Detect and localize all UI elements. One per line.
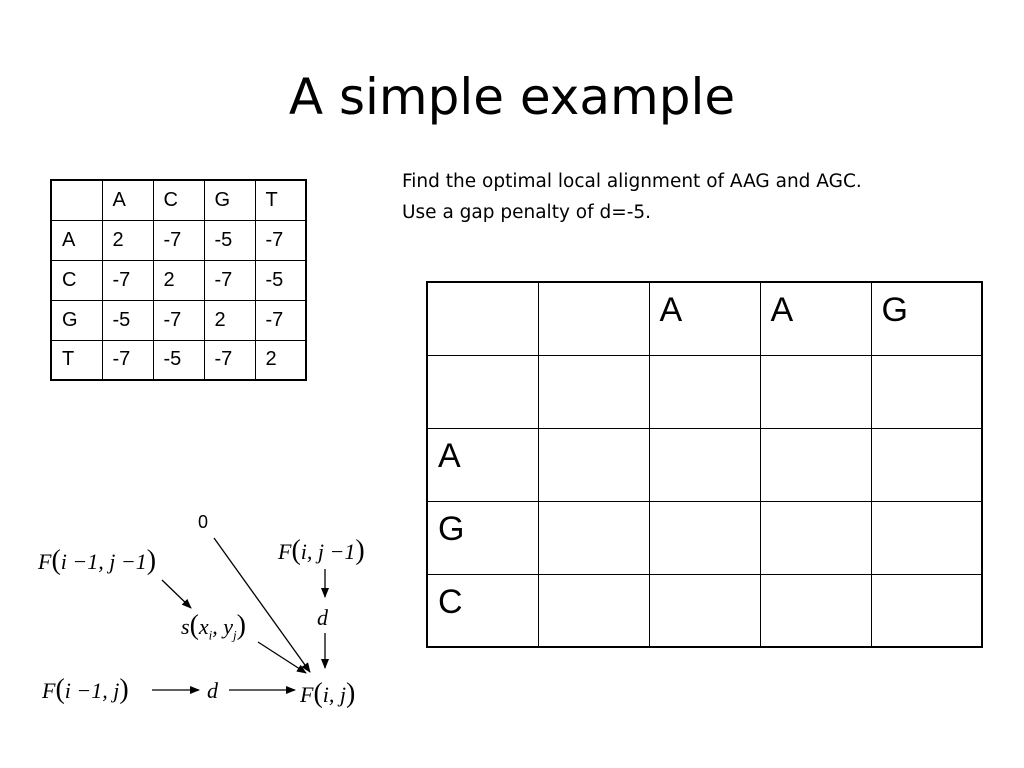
slide-title: A simple example — [288, 68, 736, 126]
x-subscript: i — [208, 627, 213, 643]
arrow-s-to-f — [258, 642, 306, 673]
score-cell: C — [51, 260, 102, 300]
score-cell: 2 — [204, 300, 255, 340]
score-cell: -5 — [102, 300, 153, 340]
f-symbol: F — [278, 539, 292, 564]
dp-header-cell: G — [871, 282, 982, 355]
y-subscript: j — [233, 627, 237, 643]
instruction-line-2: Use a gap penalty of d=-5. — [402, 202, 652, 223]
s-symbol: s — [181, 614, 190, 639]
score-cell: G — [51, 300, 102, 340]
f-args: i −1, j −1 — [60, 549, 147, 574]
score-header-cell: A — [102, 180, 153, 220]
score-cell: -5 — [204, 220, 255, 260]
score-cell: -7 — [204, 340, 255, 380]
score-cell: -5 — [153, 340, 204, 380]
f-symbol: F — [38, 549, 52, 574]
y-symbol: y — [223, 614, 234, 639]
f-args: i, j −1 — [300, 539, 356, 564]
score-cell: -7 — [102, 340, 153, 380]
f-symbol: F — [42, 678, 56, 703]
dp-header-cell: A — [760, 282, 871, 355]
score-cell: -7 — [255, 300, 306, 340]
score-cell: -7 — [204, 260, 255, 300]
f-left-prev: F(i −1, j) — [42, 674, 129, 705]
score-header-cell: G — [204, 180, 255, 220]
score-cell: 2 — [153, 260, 204, 300]
score-cell: -5 — [255, 260, 306, 300]
dp-cell: G — [427, 501, 538, 574]
score-cell: -7 — [102, 260, 153, 300]
score-cell: T — [51, 340, 102, 380]
instruction-line-1: Find the optimal local alignment of AAG and AGC. — [402, 171, 862, 192]
score-term: $s(x_i$, $y_j$) — [181, 610, 246, 643]
score-cell: -7 — [153, 300, 204, 340]
f-up-prev: F(i, j −1) — [278, 535, 365, 566]
f-args: i, j — [322, 682, 347, 707]
f-diag-prev: F(i −1, j −1) — [38, 545, 157, 576]
f-target: F(i, j) — [300, 678, 356, 709]
score-cell: 2 — [255, 340, 306, 380]
score-cell: -7 — [255, 220, 306, 260]
score-cell: -7 — [153, 220, 204, 260]
arrow-diag-to-s — [162, 580, 191, 608]
zero-term: 0 — [198, 512, 209, 532]
f-args: i −1, j — [64, 678, 120, 703]
gap-left-d: d — [207, 678, 218, 703]
score-cell: 2 — [102, 220, 153, 260]
dp-header-cell: A — [649, 282, 760, 355]
score-cell: A — [51, 220, 102, 260]
f-symbol: F — [300, 682, 314, 707]
score-header-cell: C — [153, 180, 204, 220]
gap-up-d: d — [317, 605, 328, 630]
score-header-cell: T — [255, 180, 306, 220]
x-symbol: x — [198, 614, 209, 639]
dp-cell: A — [427, 428, 538, 501]
dp-cell: C — [427, 574, 538, 647]
